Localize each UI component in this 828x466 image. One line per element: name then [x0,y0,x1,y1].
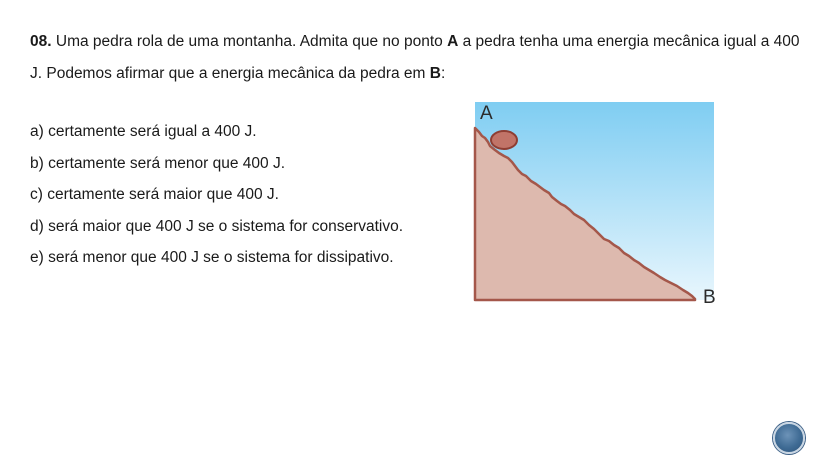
slide-nav-button[interactable] [773,422,805,454]
question-number: 08. [30,33,52,50]
option-d: d) será maior que 400 J se o sistema for conservativo. [30,217,404,235]
question-text-part-3: : [440,65,446,82]
point-a-reference: A [447,33,459,50]
option-e: e) será menor que 400 J se o sistema for dissipativo. [30,249,394,266]
point-b-reference: B [429,65,441,82]
hill-figure [466,98,726,308]
hill-illustration [466,98,726,308]
question-text-part-1: Uma pedra rola de uma montanha. Admita que no ponto [51,33,448,50]
figure-label-b: B [703,287,716,308]
question-text-part-2: a pedra tenha uma energia mecânica igual a 400 J. Podemos afirmar que a energia mecânica da pedra em [30,33,800,82]
figure-label-a: A [480,103,493,124]
answer-options [30,116,403,274]
rock-icon [491,131,517,149]
option-a: a) certamente será igual a 400 J. [30,123,257,140]
option-c: c) certamente será maior que 400 J. [30,186,279,203]
option-b: b) certamente será menor que 400 J. [30,154,286,172]
question-text [30,26,800,90]
